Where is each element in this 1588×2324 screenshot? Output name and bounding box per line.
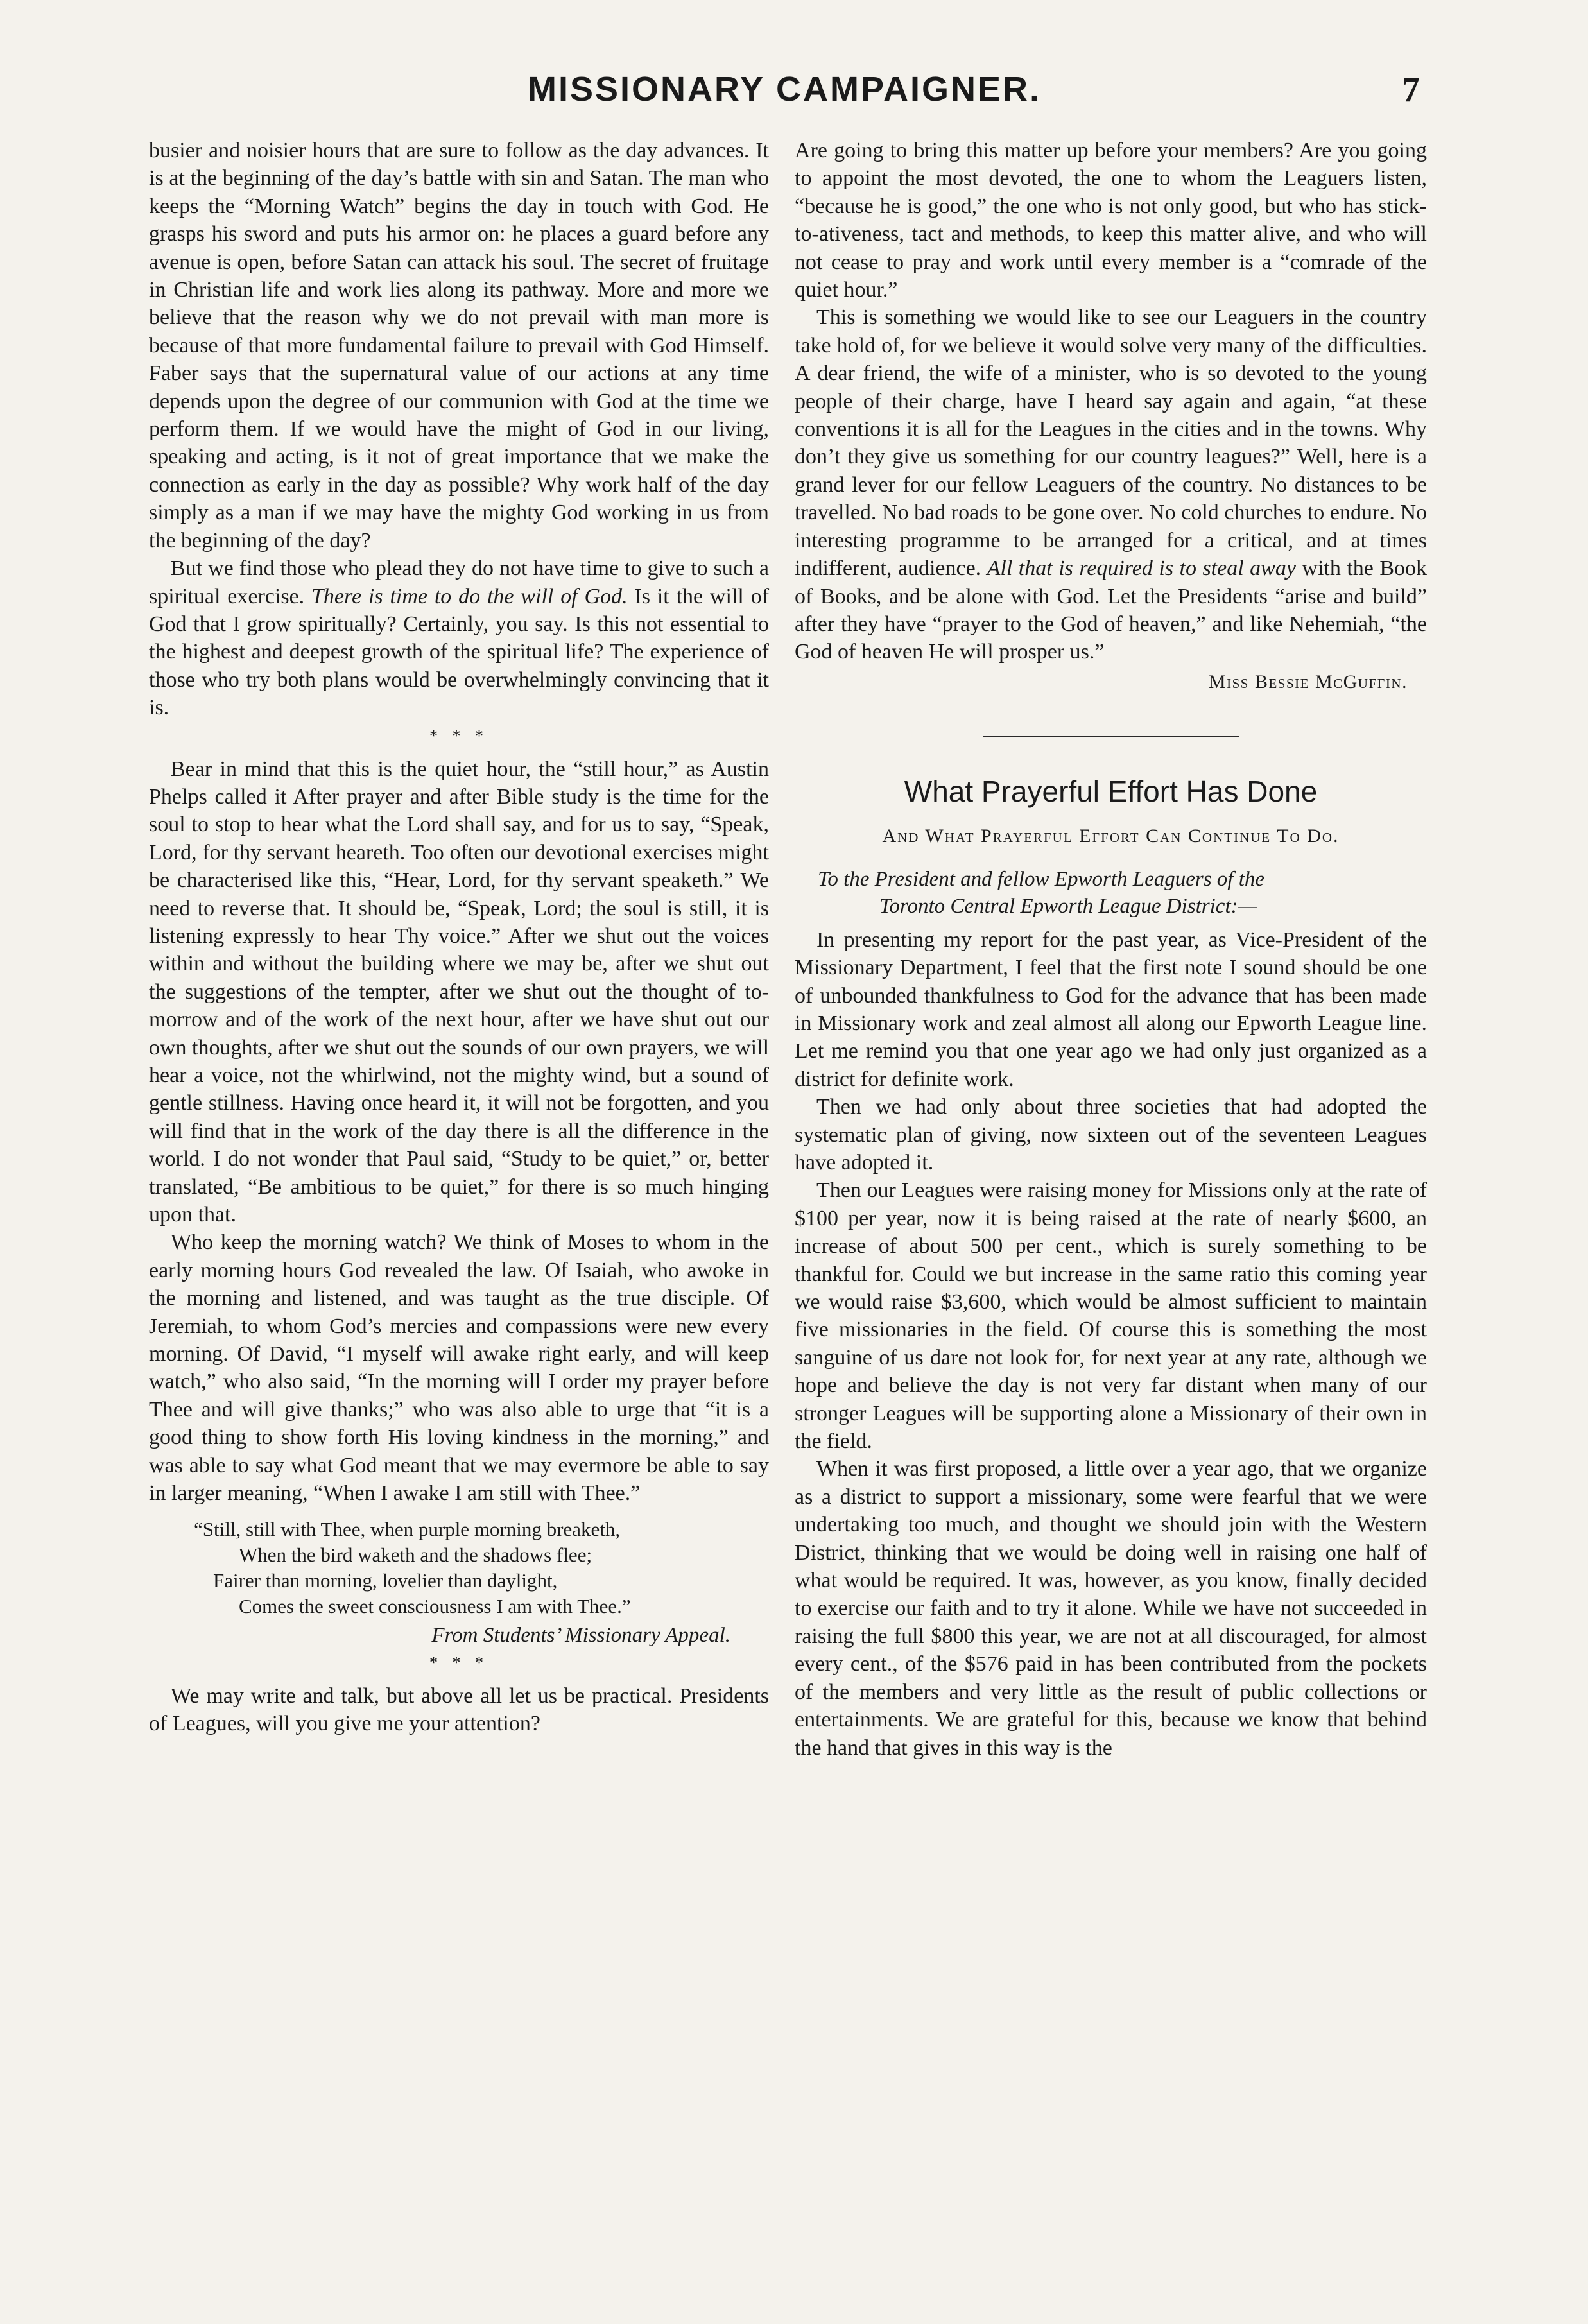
salutation: [795, 866, 1427, 920]
poem-line: “Still, still with Thee, when purple morning breaketh,: [194, 1517, 621, 1540]
author-signature: Miss Bessie McGuffin.: [1208, 671, 1408, 693]
article-title: What Prayerful Effort Has Done: [904, 774, 1318, 808]
paragraph: Are going to bring this matter up before your members? Are you going to appoint the most devoted, the one to whom the Leaguers listen, “because he is good,” the one who is not only good, but who has stick-to-ativeness, tact and methods, to keep this matter alive, and who will not cease to pray and work until every member is a “comrade of the quiet hour.”: [795, 139, 1427, 302]
paragraph: Bear in mind that this is the quiet hour, the “still hour,” as Austin Phelps called it After prayer and after Bible study is the time for the soul to stop to hear what the Lord shall say, and for us to say, “Speak, Lord, for thy servant heareth. Too often our devotional exercises might be characterised like this, “Hear, Lord, for thy servant speaketh.” We need to reverse that. It should be, “Speak, Lord; the soul is still, it is listening expressly to hear Thy voice.” After we shut out the voices within and without the building where we may be, after we shut out the suggestions of the tempter, after we shut out the thought of to-morrow and of the work of the next hour, after we have shut out our own thoughts, after we shut out the sounds of our own prayers, we will hear a voice, not the whirlwind, not the mighty wind, but a sound of gentle stillness. Having once heard it, it will not be forgotten, and you will find that in the work of the day there is all the difference in the world. I do not wonder that Paul said, “Study to be quiet,” or, better translated, “Be ambitious to be quiet,” for there is so much hinging upon that.: [149, 757, 770, 1227]
right-column: [795, 137, 1427, 1762]
divider-rule: [983, 736, 1239, 737]
emphasis-text: There is time to do the will of God.: [311, 584, 628, 608]
article-subtitle: And What Prayerful Effort Can Continue To Do.: [882, 825, 1340, 847]
paragraph: We may write and talk, but above all let us be practical. Presidents of Leagues, will you give me your attention?: [149, 1683, 769, 1735]
page-header: [149, 69, 1420, 121]
emphasis-text: All that is required is to steal away: [987, 556, 1296, 581]
salutation-line: To the President and fellow Epworth Leaguers of the: [818, 867, 1265, 891]
paragraph-text: with the Book of Books, and be alone with God. Let the Presidents “arise and build” after they have “prayer to the God of heaven,” and like Nehemiah, “the God of heaven He will prosper us.”: [795, 556, 1428, 664]
poem: [149, 1517, 769, 1619]
paragraph: Who keep the morning watch? We think of Moses to whom in the early morning hours God revealed the law. Of Isaiah, who awoke in the morning and listened, and was taught as the true disciple. Of Jeremiah, to whom God’s mercies and compassions were new every morning. Of David, “I myself will awake right early, and will keep watch,” who also said, “In the morning will I order my prayer before Thee and will give thanks;” who was also able to urge that “it is a good thing to show forth His loving kindness in the morning,” and was able to say what God meant that we may evermore be able to say in larger meaning, “When I awake I am still with Thee.”: [149, 1230, 769, 1506]
paragraph-text: Is it the will of God that I grow spiritually? Certainly, you say. Is this not essential to the highest and deepest growth of the spiritual life? The experience of those who try both plans would be overwhelmingly convincing that it is.: [149, 584, 770, 720]
page-number: 7: [1402, 70, 1420, 110]
paragraph: [149, 555, 769, 721]
poem-line: When the bird waketh and the shadows flee;: [239, 1543, 592, 1566]
paragraph: In presenting my report for the past year, as Vice-President of the Missionary Department, I feel that the first note I sound should be one of unbounded thankfulness to God for the advance that has been made in Missionary work and zeal almost all along our Epworth League line. Let me remind you that one year ago we had only just organized as a district for definite work.: [795, 927, 1427, 1091]
paragraph-text: This is something we would like to see our Leaguers in the country take hold of, for we believe it would solve very many of the difficulties. A dear friend, the wife of a minister, who is so devoted to the young people of their charge, have I heard say again and again, “at these conventions it is all for the Leagues in the cities and in the towns. Why don’t they give us something for our country leagues?” Well, here is a grand lever for our fellow Leaguers of the country. No distances to be travelled. No bad roads to be gone over. No cold churches to endure. No interesting programme to be arranged for a critical, and at times indifferent, audience.: [795, 306, 1427, 581]
paragraph-text: But we find those who plead they do not have time to give to such a spiritual exercise.: [149, 556, 769, 608]
section-separator: * * *: [429, 1653, 488, 1672]
paragraph: When it was first proposed, a little over a year ago, that we organize as a district to support a missionary, some were fearful that we were undertaking too much, and thought we should join with the Western District, thinking that we would be doing well in raising one half of what would be required. It was, however, as you know, finally decided to exercise our faith and to try it alone. While we have not succeeded in raising the full $800 this year, we are not at all discouraged, for almost every cent., of the $576 paid in has been contributed from the pockets of the members and very little as the result of public collections or entertainments. We are grateful for this, because we know that behind the hand that gives in this way is the: [795, 1457, 1427, 1760]
paragraph: [795, 304, 1427, 666]
journal-title: MISSIONARY CAMPAIGNER.: [527, 70, 1042, 108]
poem-line: Fairer than morning, lovelier than daylight,: [213, 1569, 558, 1592]
section-separator: * * *: [429, 726, 488, 745]
paragraph: Then our Leagues were raising money for Missions only at the rate of $100 per year, now it is being raised at the rate of nearly $600, an increase of about 500 per cent., which is surely something to be thankful for. Could we but increase in the same ratio this coming year we would raise $3,600, which would be almost sufficient to maintain five missionaries in the field. Of course this is something the most sanguine of us dare not look for, for next year at any rate, although we hope and believe the day is not very far distant when many of our stronger Leagues will be supporting alone a Missionary of their own in the field.: [795, 1178, 1427, 1454]
poem-source: From Students’ Missionary Appeal.: [431, 1623, 730, 1647]
paragraph: Then we had only about three societies that had adopted the systematic plan of giving, now sixteen out of the seventeen Leagues have adopted it.: [795, 1095, 1427, 1175]
paragraph: busier and noisier hours that are sure to follow as the day advances. It is at the beginning of the day’s battle with sin and Satan. The man who keeps the “Morning Watch” begins the day in touch with God. He grasps his sword and puts his armor on: he places a guard before any avenue is open, before Satan can attack his soul. The secret of fruitage in Christian life and work lies along its pathway. More and more we believe that the reason why we do not prevail with man more is because of that more fundamental failure to prevail with God Himself. Faber says that the supernatural value of our actions at any time depends upon the degree of our communion with God at the time we perform them. If we would have the might of God in our living, speaking and acting, is it not of great importance that we make the connection as early in the day as possible? Why work half of the day simply as a man if we may have the mighty God working in us from the beginning of the day?: [149, 139, 769, 553]
salutation-line: Toronto Central Epworth League District:—: [879, 894, 1257, 918]
left-column: [149, 137, 769, 1737]
poem-line: Comes the sweet consciousness I am with Thee.”: [239, 1594, 631, 1617]
